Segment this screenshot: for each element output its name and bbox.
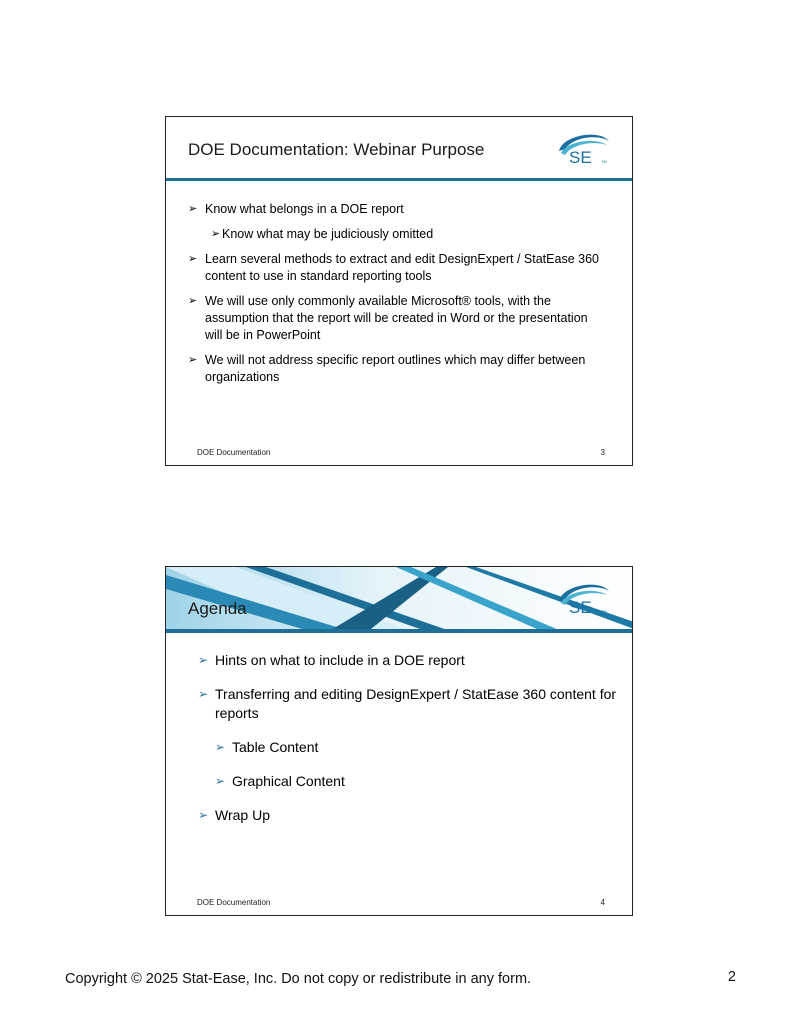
- slide-title: Agenda: [188, 599, 247, 618]
- page-number: 2: [727, 969, 736, 985]
- list-item: [188, 293, 608, 344]
- bullet-list: [198, 651, 618, 825]
- bullet-text: We will use only commonly available Microsoft® tools, with the assumption that the report will be created in Word or the presentation will be in PowerPoint: [205, 294, 588, 342]
- bullet-text: Table Content: [232, 739, 319, 755]
- copyright-notice: Copyright © 2025 Stat-Ease, Inc. Do not copy or redistribute in any form.: [65, 971, 532, 987]
- arrow-bullet-icon: ➢: [211, 228, 221, 240]
- slide-number: 3: [600, 448, 605, 457]
- logo-text: SE: [569, 598, 592, 617]
- bullet-text: We will not address specific report outlines which may differ between organizations: [205, 353, 586, 384]
- list-item: [198, 651, 618, 670]
- list-item: [211, 226, 608, 243]
- slide-webinar-purpose: [165, 116, 633, 466]
- bullet-text: Graphical Content: [232, 773, 345, 789]
- bullet-text: Transferring and editing DesignExpert / StatEase 360 content for reports: [215, 686, 617, 721]
- bullet-text: Wrap Up: [215, 807, 270, 823]
- bullet-text: Know what may be judiciously omitted: [222, 227, 434, 241]
- list-item: [215, 738, 618, 757]
- stat-ease-logo: [555, 579, 613, 619]
- arrow-bullet-icon: ➢: [188, 295, 198, 307]
- arrow-bullet-icon: ➢: [188, 203, 198, 215]
- arrow-bullet-icon: ➢: [198, 808, 209, 822]
- title-divider: [166, 178, 632, 181]
- arrow-bullet-icon: ➢: [188, 253, 198, 265]
- slide-footer: DOE Documentation: [197, 448, 271, 457]
- logo-text: SE: [569, 148, 592, 167]
- bullet-text: Hints on what to include in a DOE report: [215, 652, 465, 668]
- list-item: [188, 251, 608, 285]
- arrow-bullet-icon: ➢: [198, 653, 209, 667]
- arrow-bullet-icon: ➢: [215, 774, 226, 788]
- arrow-bullet-icon: ➢: [198, 687, 209, 701]
- list-item: [198, 806, 618, 825]
- svg-text:TM: TM: [601, 159, 607, 164]
- list-item: [188, 201, 608, 218]
- slide-agenda: [165, 566, 633, 916]
- arrow-bullet-icon: ➢: [215, 740, 226, 754]
- bullet-text: Learn several methods to extract and edit DesignExpert / StatEase 360 content to use in standard reporting tools: [205, 252, 599, 283]
- bullet-list: [188, 201, 608, 386]
- slide-footer: DOE Documentation: [197, 898, 271, 907]
- svg-text:TM: TM: [601, 609, 607, 614]
- slide-number: 4: [600, 898, 605, 907]
- bullet-text: Know what belongs in a DOE report: [205, 202, 404, 216]
- arrow-bullet-icon: ➢: [188, 354, 198, 366]
- slide-title: DOE Documentation: Webinar Purpose: [188, 140, 485, 159]
- list-item: [188, 352, 608, 386]
- stat-ease-logo: [555, 129, 613, 169]
- list-item: [215, 772, 618, 791]
- list-item: [198, 685, 618, 723]
